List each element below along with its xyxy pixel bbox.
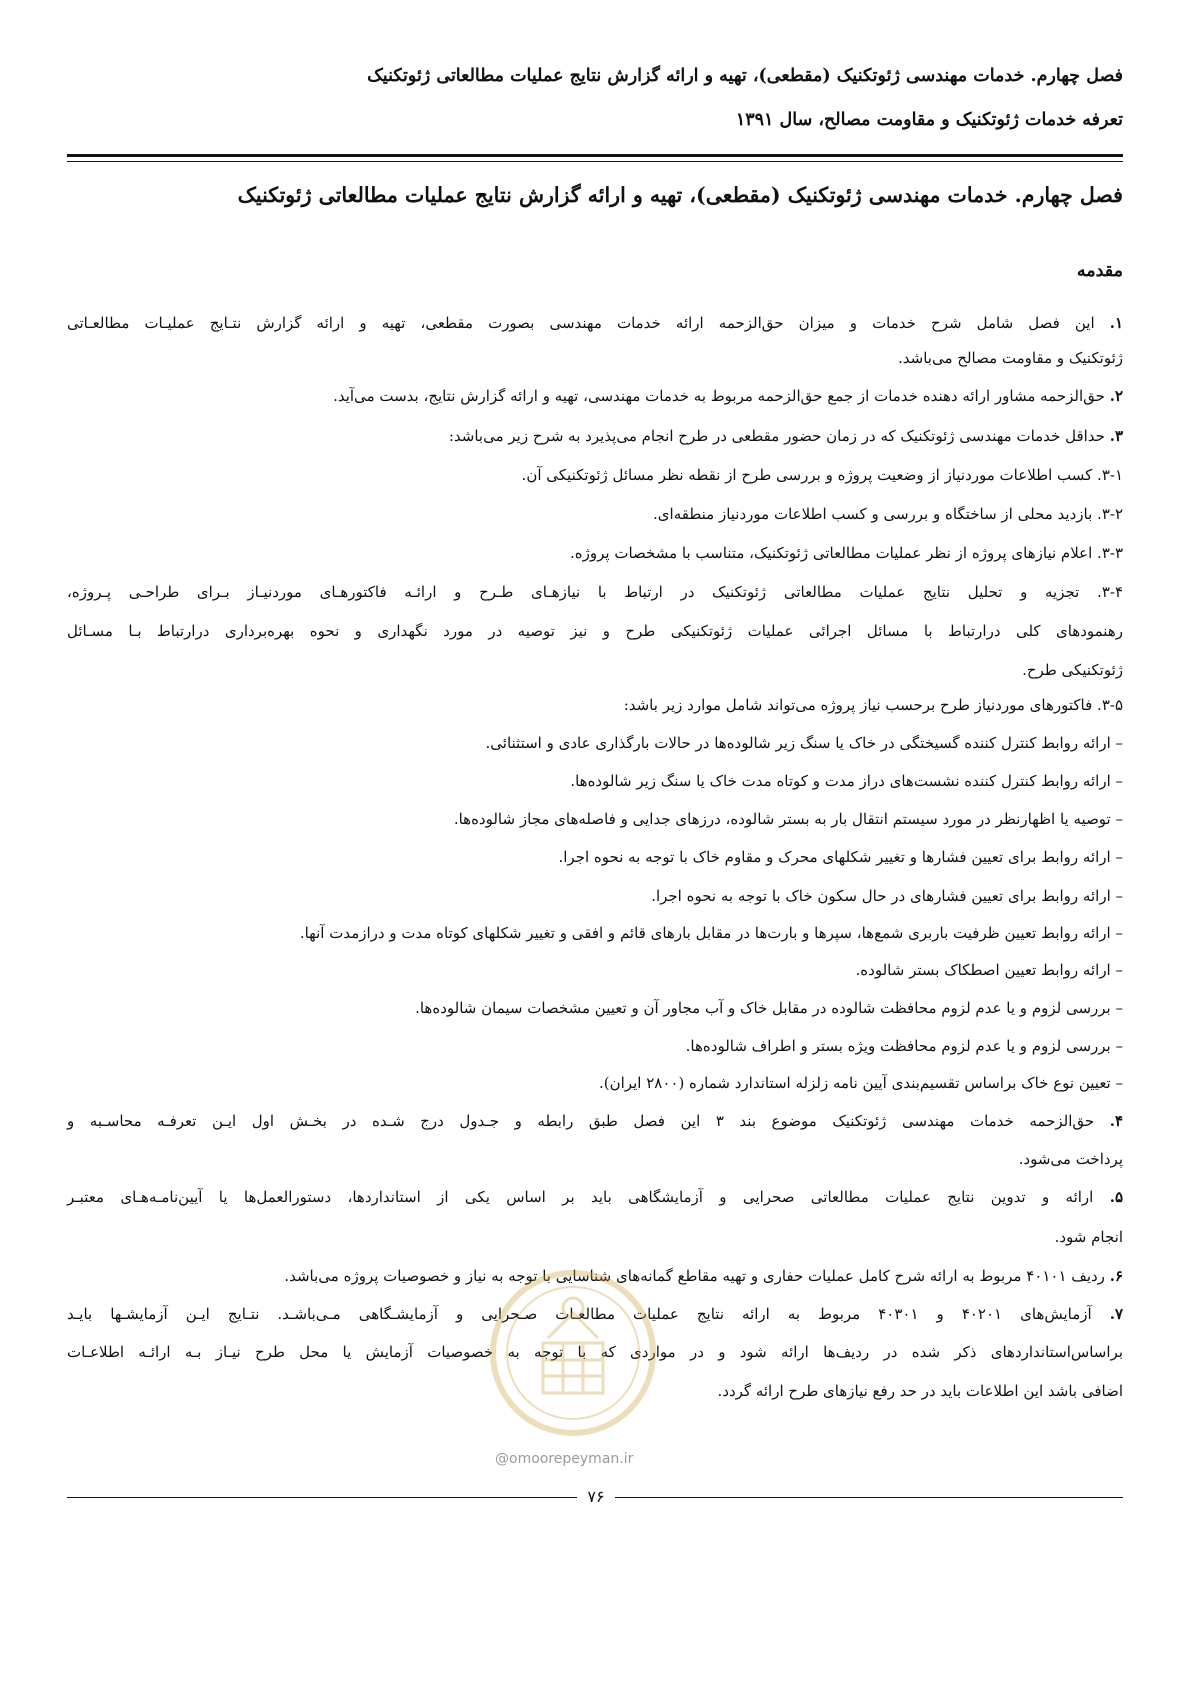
section-heading-introduction: مقدمه <box>1076 261 1123 281</box>
line-text: – توصیه یا اظهارنظر در مورد سیستم انتقال بار به بستر شالوده، درزهای جدایی و فاصله‌های مجاز شالوده‌ها. <box>453 810 1123 828</box>
line-text: – ارائه روابط کنترل کننده گسیختگی در خاک یا سنگ زیر شالوده‌ها در حالات بارگذاری عادی و استثنائی. <box>485 734 1123 752</box>
line-text: – ارائه روابط تعیین اصطکاک بستر شالوده. <box>855 961 1123 979</box>
body-line <box>67 1185 1123 1209</box>
line-text: این فصل شامل شرح خدمات و میزان حق‌الزحمه ارائه خدمات مهندسی بصورت مقطعی، تهیه و ارائه گزارش نتـایج عملیـات مطالعـاتی <box>67 314 1110 332</box>
body-line <box>67 1034 1123 1058</box>
line-text: – بررسی لزوم و یا عدم لزوم محافظت شالوده در مقابل خاک و آب مجاور آن و تعیین مشخصات سیمان شالوده‌ها. <box>415 999 1123 1017</box>
item-number: ۷. <box>1109 1305 1123 1323</box>
line-text: اضافی باشد این اطلاعات باید در حد رفع نیازهای طرح ارائه گردد. <box>717 1382 1123 1400</box>
logo-seal-watermark <box>488 1268 658 1438</box>
line-text: ۳-۴. تجزیه و تحلیل نتایج عملیات مطالعاتی ژئوتکنیک در ارتباط با نیازهـای طـرح و ارائـه فاکتورهـای موردنیـاز بـرای طراحـی پـروژه، <box>67 583 1123 601</box>
line-text: ژئوتکنیکی طرح. <box>1022 661 1123 679</box>
line-text: – بررسی لزوم و یا عدم لزوم محافظت ویژه بستر و اطراف شالوده‌ها. <box>685 1037 1123 1055</box>
line-text: ۳-۳. اعلام نیازهای پروژه از نظر عملیات مطالعاتی ژئوتکنیک، متناسب با مشخصات پروژه. <box>569 544 1123 562</box>
line-text: آزمایش‌های ۴۰۲۰۱ و ۴۰۳۰۱ مربوط به ارائه نتایج عملیات مطالعـات صـحرایی و آزمایشـگاهی مـی‌باشـد. نتـایج ایـن آزمایشـها بایـد <box>67 1305 1110 1323</box>
item-number: ۲. <box>1109 387 1123 405</box>
item-number: ۳. <box>1109 427 1123 445</box>
footer-rule-left <box>67 1497 577 1498</box>
item-number: ۶. <box>1109 1267 1123 1285</box>
watermark-url: @omoorepeyman.ir <box>495 1451 634 1467</box>
body-line <box>67 1109 1123 1133</box>
item-number: ۵. <box>1109 1188 1123 1206</box>
body-line <box>67 346 1123 370</box>
body-line <box>67 619 1123 643</box>
line-text: ارائه و تدوین نتایج عملیات مطالعاتی صحرایی و آزمایشگاهی باید بر اساس یکی از استانداردها، دستورالعمل‌ها یا آیین‌نامـه‌هـای معتبـر <box>67 1188 1110 1206</box>
line-text: – ارائه روابط کنترل کننده نشست‌های دراز مدت و کوتاه مدت خاک یا سنگ زیر شالوده‌ها. <box>570 772 1123 790</box>
body-line <box>67 502 1123 526</box>
line-text: براساس‌استانداردهای ذکر شده در ردیف‌ها ارائه شود و در مواردی که با توجه به خصوصیات آزمایش یا محل طرح نیـاز بـه ارائـه اطلاعـات <box>67 1343 1123 1361</box>
line-text: حق‌الزحمه خدمات مهندسی ژئوتکنیک موضوع بند ۳ این فصل طبق رابطه و جـدول درج شـده در بخـش اول ایـن تعرفـه محاسـبه و <box>67 1112 1110 1130</box>
footer-rule-right <box>615 1497 1123 1498</box>
line-text: رهنمودهای کلی درارتباط با مسائل اجرائی عملیات ژئوتکنیکی طرح و نیز توصیه در مورد نگهداری و نحوه بهره‌برداری درارتباط بـا مسـائل <box>67 622 1123 640</box>
line-text: – ارائه روابط تعیین ظرفیت باربری شمع‌ها، سپرها و بارت‌ها در مقابل بارهای قائم و افقی و تغییر شکلهای کوتاه مدت و درازمدت آنها. <box>299 924 1123 942</box>
body-line <box>67 384 1123 408</box>
body-line <box>67 658 1123 682</box>
body-line <box>67 463 1123 487</box>
line-text: ۳-۱. کسب اطلاعات موردنیاز از وضعیت پروژه و بررسی طرح از نقطه نظر مسائل ژئوتکنیکی آن. <box>521 466 1123 484</box>
page-number: ۷۶ <box>587 1487 605 1506</box>
line-text: ۳-۵. فاکتورهای موردنیاز طرح برحسب نیاز پروژه می‌تواند شامل موارد زیر باشد: <box>623 696 1123 714</box>
body-line <box>67 1225 1123 1249</box>
header-rule-thin <box>67 161 1123 162</box>
line-text: انجام شود. <box>1054 1228 1123 1246</box>
body-line <box>67 769 1123 793</box>
line-text: حداقل خدمات مهندسی ژئوتکنیک که در زمان حضور مقطعی در طرح انجام می‌پذیرد به شرح زیر می‌باشد: <box>448 427 1110 445</box>
body-line <box>67 424 1123 448</box>
body-line <box>67 693 1123 717</box>
line-text: – تعیین نوع خاک براساس تقسیم‌بندی آیین نامه زلزله استاندارد شماره (۲۸۰۰ ایران). <box>599 1074 1123 1092</box>
body-line <box>67 921 1123 945</box>
running-header-chapter: فصل چهارم. خدمات مهندسی ژئوتکنیک (مقطعی)، تهیه و ارائه گزارش نتایج عملیات مطالعاتی ژئوتکنیک <box>367 66 1123 86</box>
body-line <box>67 845 1123 869</box>
body-line <box>67 1147 1123 1171</box>
line-text: – ارائه روابط برای تعیین فشارهای در حال سکون خاک با توجه به نحوه اجرا. <box>651 887 1123 905</box>
item-number: ۱. <box>1109 314 1123 332</box>
line-text: حق‌الزحمه مشاور ارائه دهنده خدمات از جمع حق‌الزحمه مربوط به خدمات مهندسی، تهیه و ارائه گزارش نتایج، بدست می‌آید. <box>333 387 1110 405</box>
line-text: پرداخت می‌شود. <box>1018 1150 1123 1168</box>
line-text: ژئوتکنیک و مقاومت مصالح می‌باشد. <box>898 349 1123 367</box>
line-text: ۳-۲. بازدید محلی از ساختگاه و بررسی و کسب اطلاعات موردنیاز منطقه‌ای. <box>653 505 1123 523</box>
header-rule-thick <box>67 154 1123 157</box>
body-line <box>67 958 1123 982</box>
chapter-title: فصل چهارم. خدمات مهندسی ژئوتکنیک (مقطعی)، تهیه و ارائه گزارش نتایج عملیات مطالعاتی ژئوتکنیک <box>237 183 1123 207</box>
body-line <box>67 807 1123 831</box>
line-text: ردیف ۴۰۱۰۱ مربوط به ارائه شرح کامل عملیات حفاری و تهیه مقاطع گمانه‌های شناسایی با توجه به نیاز و خصوصیات پروژه می‌باشد. <box>284 1267 1110 1285</box>
running-header-tariff: تعرفه خدمات ژئوتکنیک و مقاومت مصالح، سال ۱۳۹۱ <box>735 110 1123 130</box>
body-line <box>67 731 1123 755</box>
body-line <box>67 884 1123 908</box>
line-text: – ارائه روابط برای تعیین فشارها و تغییر شکلهای محرک و مقاوم خاک با توجه به نحوه اجرا. <box>558 848 1123 866</box>
body-line <box>67 996 1123 1020</box>
item-number: ۴. <box>1109 1112 1123 1130</box>
body-line <box>67 541 1123 565</box>
body-line <box>67 1071 1123 1095</box>
body-line <box>67 311 1123 335</box>
body-line <box>67 580 1123 604</box>
